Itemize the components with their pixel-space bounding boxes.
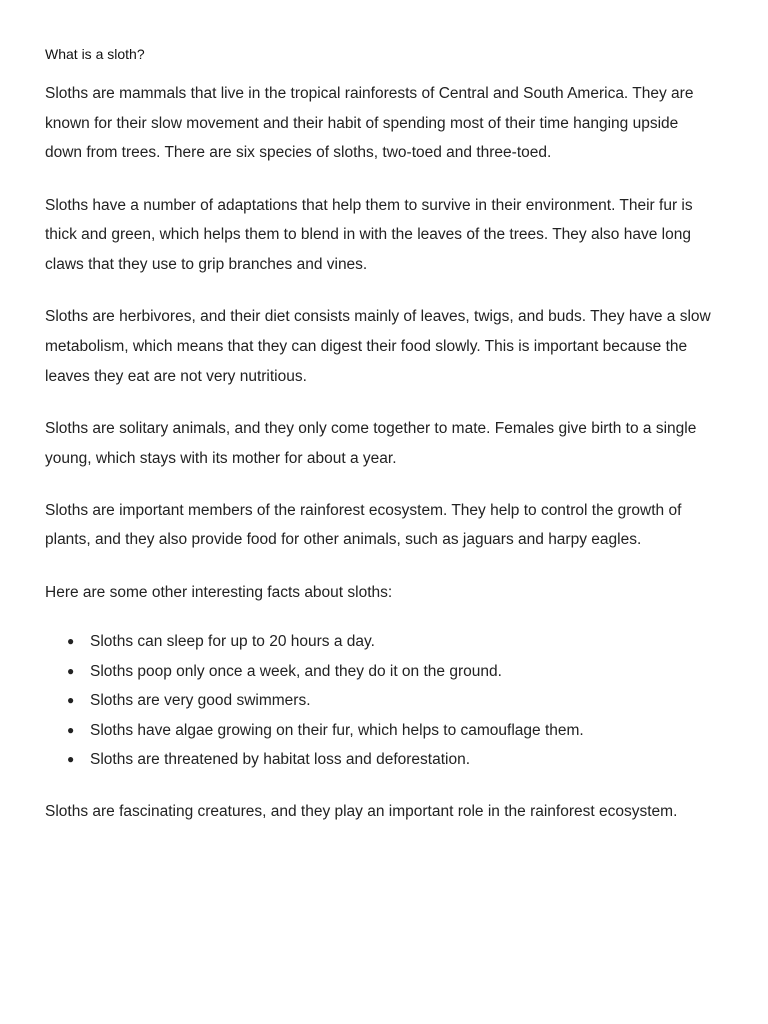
paragraph-line: metabolism, which means that they can digest their food slowly. This is important because the <box>45 337 688 355</box>
paragraph-line: leaves they eat are not very nutritious. <box>45 367 307 385</box>
paragraph-behavior <box>45 414 715 473</box>
list-item <box>45 627 715 657</box>
paragraph-diet <box>45 302 715 391</box>
paragraph-line: Sloths are herbivores, and their diet consists mainly of leaves, twigs, and buds. They have a slow <box>45 308 711 326</box>
paragraph-line: Sloths are solitary animals, and they only come together to mate. Females give birth to a single <box>45 419 697 437</box>
bullet-icon: ● <box>67 663 75 678</box>
paragraph-line: plants, and they also provide food for other animals, such as jaguars and harpy eagles. <box>45 531 642 549</box>
list-item-text: Sloths have algae growing on their fur, which helps to camouflage them. <box>90 721 584 739</box>
facts-list <box>45 627 715 775</box>
list-item-text: Sloths are very good swimmers. <box>90 692 311 710</box>
paragraph-line: young, which stays with its mother for about a year. <box>45 449 397 467</box>
paragraph-line: down from trees. There are six species of sloths, two-toed and three-toed. <box>45 144 552 162</box>
list-item <box>45 745 715 775</box>
paragraph-ecosystem <box>45 496 715 555</box>
bullet-icon: ● <box>67 752 75 767</box>
list-item <box>45 686 715 716</box>
paragraph-line: known for their slow movement and their habit of spending most of their time hanging upside <box>45 114 679 132</box>
paragraph-line: Sloths are important members of the rainforest ecosystem. They help to control the growth of <box>45 501 682 519</box>
bullet-icon: ● <box>67 693 75 708</box>
paragraph-line: Sloths are mammals that live in the tropical rainforests of Central and South America. They are <box>45 85 694 102</box>
list-item <box>45 657 715 687</box>
document-page <box>45 44 715 849</box>
document-title: What is a sloth? <box>45 46 145 62</box>
list-item <box>45 716 715 746</box>
list-item-text: Sloths can sleep for up to 20 hours a day. <box>90 633 375 651</box>
paragraph-line: claws that they use to grip branches and vines. <box>45 256 368 274</box>
paragraph-line: Sloths have a number of adaptations that help them to survive in their environment. Their fur is <box>45 196 693 214</box>
facts-intro: Here are some other interesting facts about sloths: <box>45 583 393 601</box>
paragraph-line: thick and green, which helps them to blend in with the leaves of the trees. They also have long <box>45 226 691 244</box>
paragraph-intro <box>45 79 715 168</box>
paragraph-conclusion: Sloths are fascinating creatures, and they play an important role in the rainforest ecosystem. <box>45 802 678 820</box>
list-item-text: Sloths poop only once a week, and they do it on the ground. <box>90 662 502 680</box>
bullet-icon: ● <box>67 722 75 737</box>
list-item-text: Sloths are threatened by habitat loss and deforestation. <box>90 751 470 769</box>
paragraph-adaptations <box>45 191 715 280</box>
bullet-icon: ● <box>67 634 75 649</box>
